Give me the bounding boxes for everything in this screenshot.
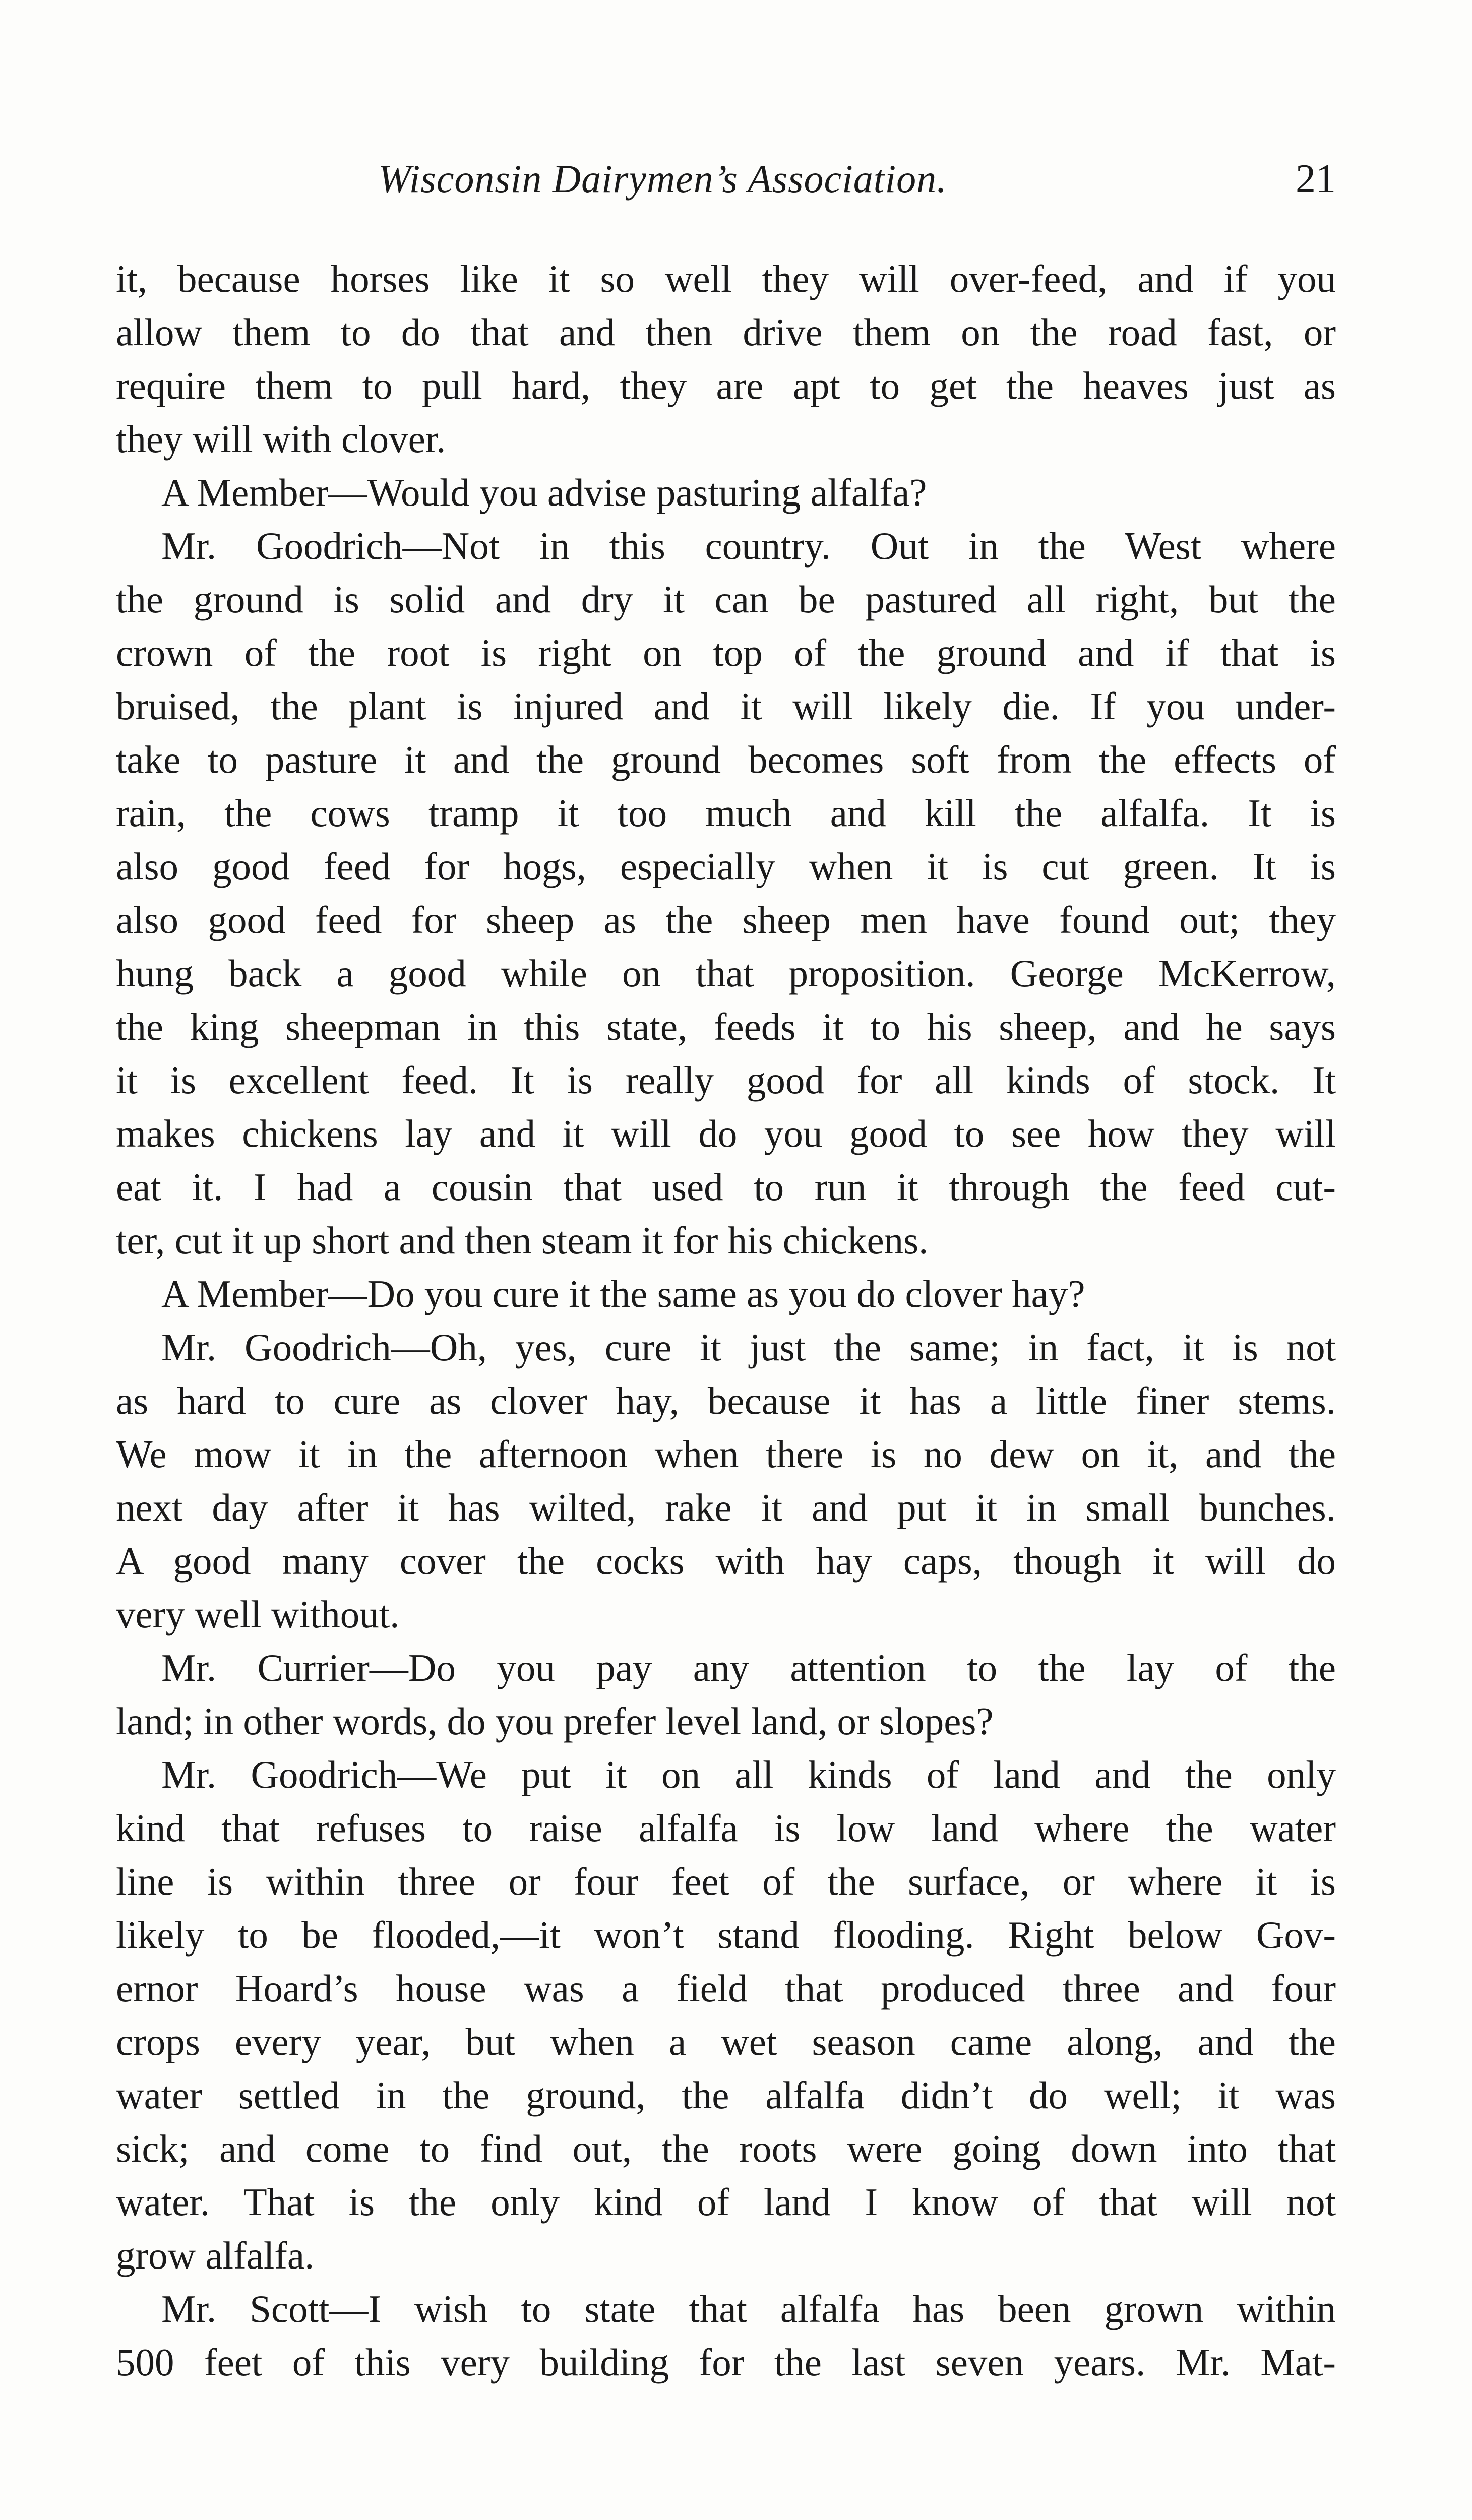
text-line: also good feed for sheep as the sheep men have found out; they — [116, 898, 1336, 941]
text-line: Mr. Currier—Do you pay any attention to the lay of the — [161, 1646, 1336, 1689]
text-line: A Member—Do you cure it the same as you do clover hay? — [161, 1272, 1085, 1315]
text-line: crown of the root is right on top of the ground and if that is — [116, 631, 1336, 674]
text-line: Mr. Goodrich—Not in this country. Out in the West where — [161, 524, 1336, 568]
page-header — [116, 151, 1336, 207]
text-line: ter, cut it up short and then steam it for his chickens. — [116, 1219, 929, 1262]
text-line: A Member—Would you advise pasturing alfalfa? — [161, 471, 927, 514]
text-line: water. That is the only kind of land I know of that will not — [116, 2180, 1336, 2224]
text-line: Mr. Scott—I wish to state that alfalfa has been grown within — [161, 2287, 1336, 2330]
text-line: Mr. Goodrich—We put it on all kinds of land and the only — [161, 1753, 1336, 1796]
text-line: bruised, the plant is injured and it will likely die. If you under- — [116, 684, 1336, 728]
text-line: hung back a good while on that proposition. George McKerrow, — [116, 952, 1336, 995]
text-line: makes chickens lay and it will do you good to see how they will — [116, 1112, 1336, 1155]
text-line: also good feed for hogs, especially when it is cut green. It is — [116, 845, 1336, 888]
text-line: ernor Hoard’s house was a field that produced three and four — [116, 1967, 1336, 2010]
text-line: We mow it in the afternoon when there is no dew on it, and the — [116, 1432, 1336, 1476]
text-line: very well without. — [116, 1593, 400, 1636]
text-line: the ground is solid and dry it can be pastured all right, but the — [116, 578, 1336, 621]
page-number: 21 — [1296, 157, 1336, 201]
text-line: allow them to do that and then drive them on the road fast, or — [116, 310, 1336, 354]
text-line: eat it. I had a cousin that used to run it through the feed cut- — [116, 1165, 1336, 1209]
text-line: rain, the cows tramp it too much and kill the alfalfa. It is — [116, 791, 1336, 835]
text-line: sick; and come to find out, the roots were going down into that — [116, 2127, 1336, 2170]
text-line: line is within three or four feet of the surface, or where it is — [116, 1860, 1336, 1903]
text-line: as hard to cure as clover hay, because it has a little finer stems. — [116, 1379, 1336, 1422]
text-line: Mr. Goodrich—Oh, yes, cure it just the same; in fact, it is not — [161, 1326, 1336, 1369]
text-line: likely to be flooded,—it won’t stand flooding. Right below Gov- — [116, 1913, 1336, 1957]
text-line: take to pasture it and the ground becomes soft from the effects of — [116, 738, 1336, 781]
text-line: land; in other words, do you prefer level land, or slopes? — [116, 1699, 994, 1743]
text-line: A good many cover the cocks with hay caps, though it will do — [116, 1539, 1336, 1583]
text-line: it, because horses like it so well they will over-feed, and if you — [116, 257, 1336, 300]
text-line: crops every year, but when a wet season came along, and the — [116, 2020, 1336, 2063]
text-line: the king sheepman in this state, feeds it to his sheep, and he says — [116, 1005, 1336, 1048]
body-text — [116, 252, 1336, 2389]
text-line: 500 feet of this very building for the last seven years. Mr. Mat- — [116, 2341, 1336, 2384]
text-line: kind that refuses to raise alfalfa is low land where the water — [116, 1806, 1336, 1850]
text-line: require them to pull hard, they are apt to get the heaves just as — [116, 364, 1336, 407]
text-line: next day after it has wilted, rake it and put it in small bunches. — [116, 1486, 1336, 1529]
text-line: water settled in the ground, the alfalfa didn’t do well; it was — [116, 2073, 1336, 2117]
running-title: Wisconsin Dairymen’s Association. — [378, 157, 947, 201]
text-line: grow alfalfa. — [116, 2234, 315, 2277]
text-line: it is excellent feed. It is really good for all kinds of stock. It — [116, 1058, 1336, 1102]
text-line: they will with clover. — [116, 417, 446, 461]
